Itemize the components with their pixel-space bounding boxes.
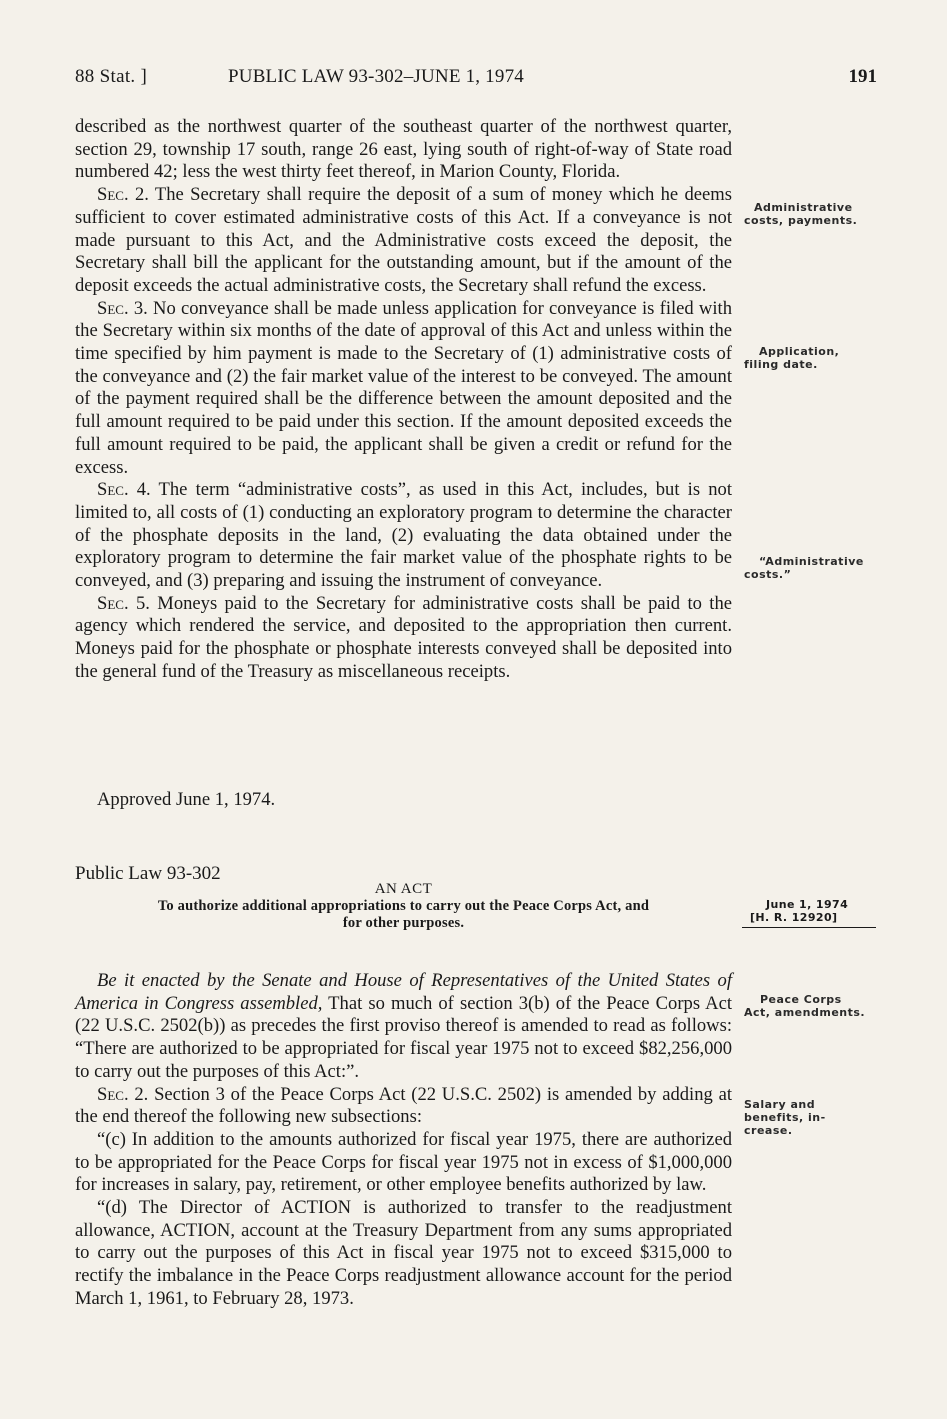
continuation-paragraph: described as the northwest quarter of the southeast quarter of the northwest quarter, section 29, township 17 south, range 26 east, lying south of right-of-way of State road numbered 42; less the west thirty feet thereof, in Marion County, Florida.	[75, 116, 732, 183]
an-act-heading: AN ACT	[374, 881, 433, 897]
section-text: The Secretary shall require the deposit of a sum of money which he deems sufficient to cover estimated administrative costs of this Act. If a conveyance is not made pursuant to this Act, and the Administrative costs exceed the deposit, the Secretary shall bill the applicant for the outstanding amount, but if the amount of the deposit exceeds the actual administrative costs, the Secretary shall refund the excess.	[75, 184, 732, 296]
running-title: PUBLIC LAW 93-302–JUNE 1, 1974	[228, 66, 524, 87]
section-3-paragraph	[75, 298, 732, 480]
margin-note-admin-costs-payments: Administrative costs, payments.	[744, 201, 858, 227]
enacting-formula: Be it enacted by the Senate and House of Representatives of the United States of America in Congress assembled,	[75, 970, 732, 1014]
running-head	[75, 66, 877, 92]
enacting-text: That so much of section 3(b) of the Peace Corps Act (22 U.S.C. 2502(b)) as precedes the first proviso thereof is amended to read as follows: “There are authorized to be appropriated for fiscal year 1975 not to exceed $82,256,000 to carry out the purposes of this Act:”.	[75, 992, 732, 1082]
bill-number: [H. R. 12920]	[750, 911, 838, 924]
public-law-number: Public Law 93-302	[75, 863, 221, 884]
section-text: No conveyance shall be made unless application for conveyance is filed with the Secretary within six months of the date of approval of this Act and unless within the time specified by him payment is made to the Secretary of (1) administrative costs of the conveyance and (2) the fair market value of the interest to be conveyed. The amount of the payment required shall be the difference between the amount deposited and the full amount required to be paid under this section. If the amount deposited exceeds the full amount required to be paid, the applicant shall be given a credit or refund for the excess.	[75, 297, 732, 478]
section-text: The term “administrative costs”, as used in this Act, includes, but is not limited to, all costs of (1) conducting an exploratory program to determine the character of the phosphate deposits in the land, (2) evaluating the data obtained under the exploratory program to determine the fair market value of the phosphate rights to be conveyed, and (3) preparing and issuing the instrument of conveyance.	[75, 479, 732, 592]
subsection-c: “(c) In addition to the amounts authorized for fiscal year 1975, there are authorized to be appropriated for the Peace Corps for fiscal year 1975 not in excess of $1,000,000 for increases in salary, pay, retirement, or other employee benefits authorized by law.	[75, 1128, 732, 1196]
section-label: Sec. 3.	[97, 297, 148, 319]
section-4-paragraph	[75, 479, 732, 593]
margin-note-salary-benefits: Salary and benefits, in- crease.	[744, 1098, 826, 1137]
act-purpose: To authorize additional appropriations to carry out the Peace Corps Act, and for other purposes.	[157, 898, 650, 931]
margin-note-admin-costs-definition: “Administrative costs.”	[744, 555, 864, 581]
public-law-header	[75, 863, 732, 943]
section-label: Sec. 5.	[97, 592, 150, 614]
approval-line: Approved June 1, 1974.	[97, 789, 276, 810]
subsection-d: “(d) The Director of ACTION is authorized to transfer to the readjustment allowance, ACTION, account at the Treasury Department from any sums appropriated to carry out the purposes of this Act in fiscal year 1975 not to exceed $315,000 to rectify the imbalance in the Peace Corps readjustment allowance account for the period March 1, 1961, to February 28, 1973.	[75, 1197, 732, 1309]
body-text-part2	[75, 970, 732, 1311]
enacting-clause	[75, 970, 732, 1084]
margin-note-peace-corps-amendments: Peace Corps Act, amendments.	[744, 993, 866, 1019]
section-2-paragraph	[75, 184, 732, 298]
page-number: 191	[848, 66, 877, 87]
volume-citation: 88 Stat. ]	[75, 66, 148, 87]
section-text: Moneys paid to the Secretary for administrative costs shall be paid to the agency which rendered the service, and deposited to the appropriation then current. Moneys paid for the phosphate or phosphate interests conveyed shall be deposited into the general fund of the Treasury as miscellaneous receipts.	[75, 592, 733, 682]
section-label: Sec. 2.	[97, 1083, 149, 1105]
body-text-part1	[75, 116, 732, 684]
section-text: Section 3 of the Peace Corps Act (22 U.S.C. 2502) is amended by adding at the end thereof the following new subsections:	[75, 1083, 732, 1128]
margin-note-application-filing: Application, filing date.	[744, 345, 840, 371]
section-2b-paragraph	[75, 1084, 732, 1129]
section-label: Sec. 2.	[97, 184, 149, 206]
section-label: Sec. 4.	[97, 479, 151, 501]
section-5-paragraph	[75, 593, 732, 684]
enactment-date: June 1, 1974	[766, 898, 849, 911]
enactment-date-block	[742, 898, 876, 928]
